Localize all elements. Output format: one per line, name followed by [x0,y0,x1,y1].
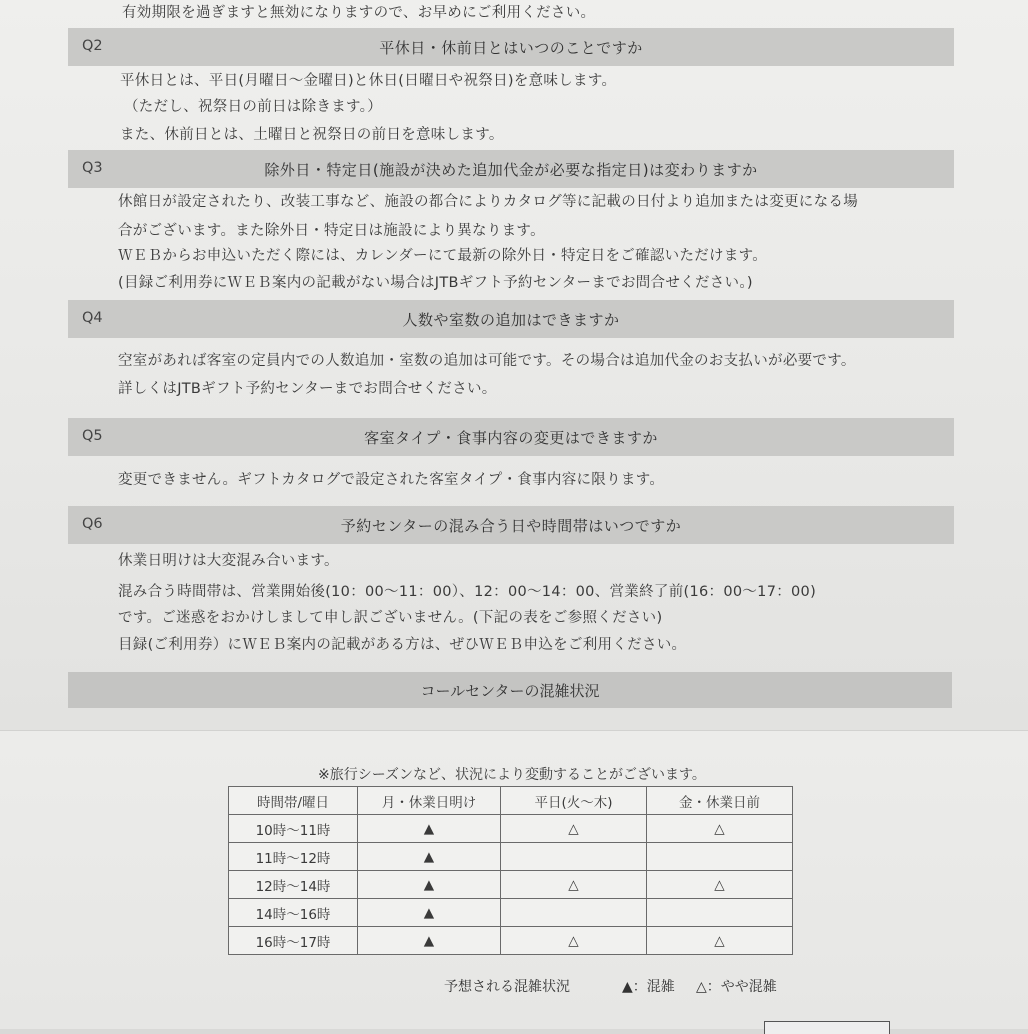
faq-q5-question: 客室タイプ・食事内容の変更はできますか [364,429,658,447]
faq-q2-header [68,28,954,66]
intro-text: 有効期限を過ぎますと無効になりますので、お早めにご利用ください。 [122,5,596,21]
faq-q5-answer-line: 変更できません。ギフトカタログで設定された客室タイプ・食事内容に限ります。 [118,472,665,488]
congestion-mark [501,899,647,927]
congestion-mark [501,843,647,871]
faq-q6-question: 予約センターの混み合う日や時間帯はいつですか [340,517,682,535]
faq-q3-answer-line: ＷＥＢからお申込いただく際には、カレンダーにて最新の除外日・特定日をご確認いただけます。 [118,248,768,264]
faq-q4-number: Q4 [82,310,103,326]
faq-q6-header [68,506,954,544]
time-slot-cell: 11時～12時 [229,843,358,871]
time-slot-cell: 10時～11時 [229,815,358,843]
table-header-cell: 金・休業日前 [647,787,793,815]
faq-q4-question: 人数や室数の追加はできますか [402,311,620,329]
congestion-mark [647,899,793,927]
table-row [229,871,793,899]
faq-q4-answer-line: 詳しくはJTBギフト予約センターまでお問合せください。 [118,381,497,397]
table-header-cell: 平日(火～木) [501,787,647,815]
congestion-mark: △ [647,871,793,899]
congestion-mark: △ [501,871,647,899]
table-row [229,815,793,843]
congestion-mark: ▲ [358,815,501,843]
legend-busy: ▲：混雑 [622,979,675,995]
table-row [229,843,793,871]
faq-q2-question: 平休日・休前日とはいつのことですか [379,39,643,57]
faq-q6-answer-line: 休業日明けは大変混み合います。 [118,553,339,569]
faq-q2-number: Q2 [82,38,103,54]
faq-q2-answer-line: （ただし、祝祭日の前日は除きます。） [124,99,382,115]
faq-q3-number: Q3 [82,160,103,176]
congestion-mark: △ [501,815,647,843]
table-row [229,927,793,955]
faq-q3-question: 除外日・特定日(施設が決めた追加代金が必要な指定日)は変わりますか [264,161,758,179]
faq-q2-answer-line: 平休日とは、平日(月曜日～金曜日)と休日(日曜日や祝祭日)を意味します。 [120,73,617,89]
congestion-table [228,786,793,955]
faq-q3-answer-line: 休館日が設定されたり、改装工事など、施設の都合によりカタログ等に記載の日付より追加または変更になる場 [118,194,858,210]
call-center-section-header [68,672,952,708]
table-header-row [229,787,793,815]
faq-q6-answer-line: 目録(ご利用券）にＷＥＢ案内の記載がある方は、ぜひＷＥＢ申込をご利用ください。 [118,637,687,653]
time-slot-cell: 14時～16時 [229,899,358,927]
time-slot-cell: 16時～17時 [229,927,358,955]
congestion-mark: △ [647,927,793,955]
table-row [229,899,793,927]
faq-q5-header [68,418,954,456]
faq-q3-answer-line: 合がございます。また除外日・特定日は施設により異なります。 [118,223,545,239]
table-header-cell: 月・休業日明け [358,787,501,815]
faq-q4-header [68,300,954,338]
call-center-section-title: コールセンターの混雑状況 [420,682,600,700]
time-slot-cell: 12時～14時 [229,871,358,899]
faq-q6-answer-line: です。ご迷惑をおかけしまして申し訳ございません。(下記の表をご参照ください) [118,610,663,626]
legend-label: 予想される混雑状況 [444,979,570,995]
faq-q2-answer-line: また、休前日とは、土曜日と祝祭日の前日を意味します。 [120,127,504,143]
congestion-mark: ▲ [358,927,501,955]
congestion-mark: ▲ [358,899,501,927]
table-header-cell: 時間帯/曜日 [229,787,358,815]
faq-q4-answer-line: 空室があれば客室の定員内での人数追加・室数の追加は可能です。その場合は追加代金のお支払いが必要です。 [118,353,856,369]
faq-q5-number: Q5 [82,428,103,444]
faq-q6-number: Q6 [82,516,103,532]
table-note: ※旅行シーズンなど、状況により変動することがございます。 [318,767,706,783]
faq-q3-header [68,150,954,188]
faq-q3-answer-line: (目録ご利用券にＷＥＢ案内の記載がない場合はJTBギフト予約センターまでお問合せください。) [118,275,753,291]
congestion-mark: ▲ [358,843,501,871]
congestion-mark: ▲ [358,871,501,899]
congestion-mark: △ [501,927,647,955]
faq-q6-answer-line: 混み合う時間帯は、営業開始後(10：00～11：00）、12：00～14：00、営業終了前(16：00～17：00) [118,584,817,600]
legend-somewhat-busy: △：やや混雑 [696,979,777,995]
congestion-mark [647,843,793,871]
congestion-mark: △ [647,815,793,843]
